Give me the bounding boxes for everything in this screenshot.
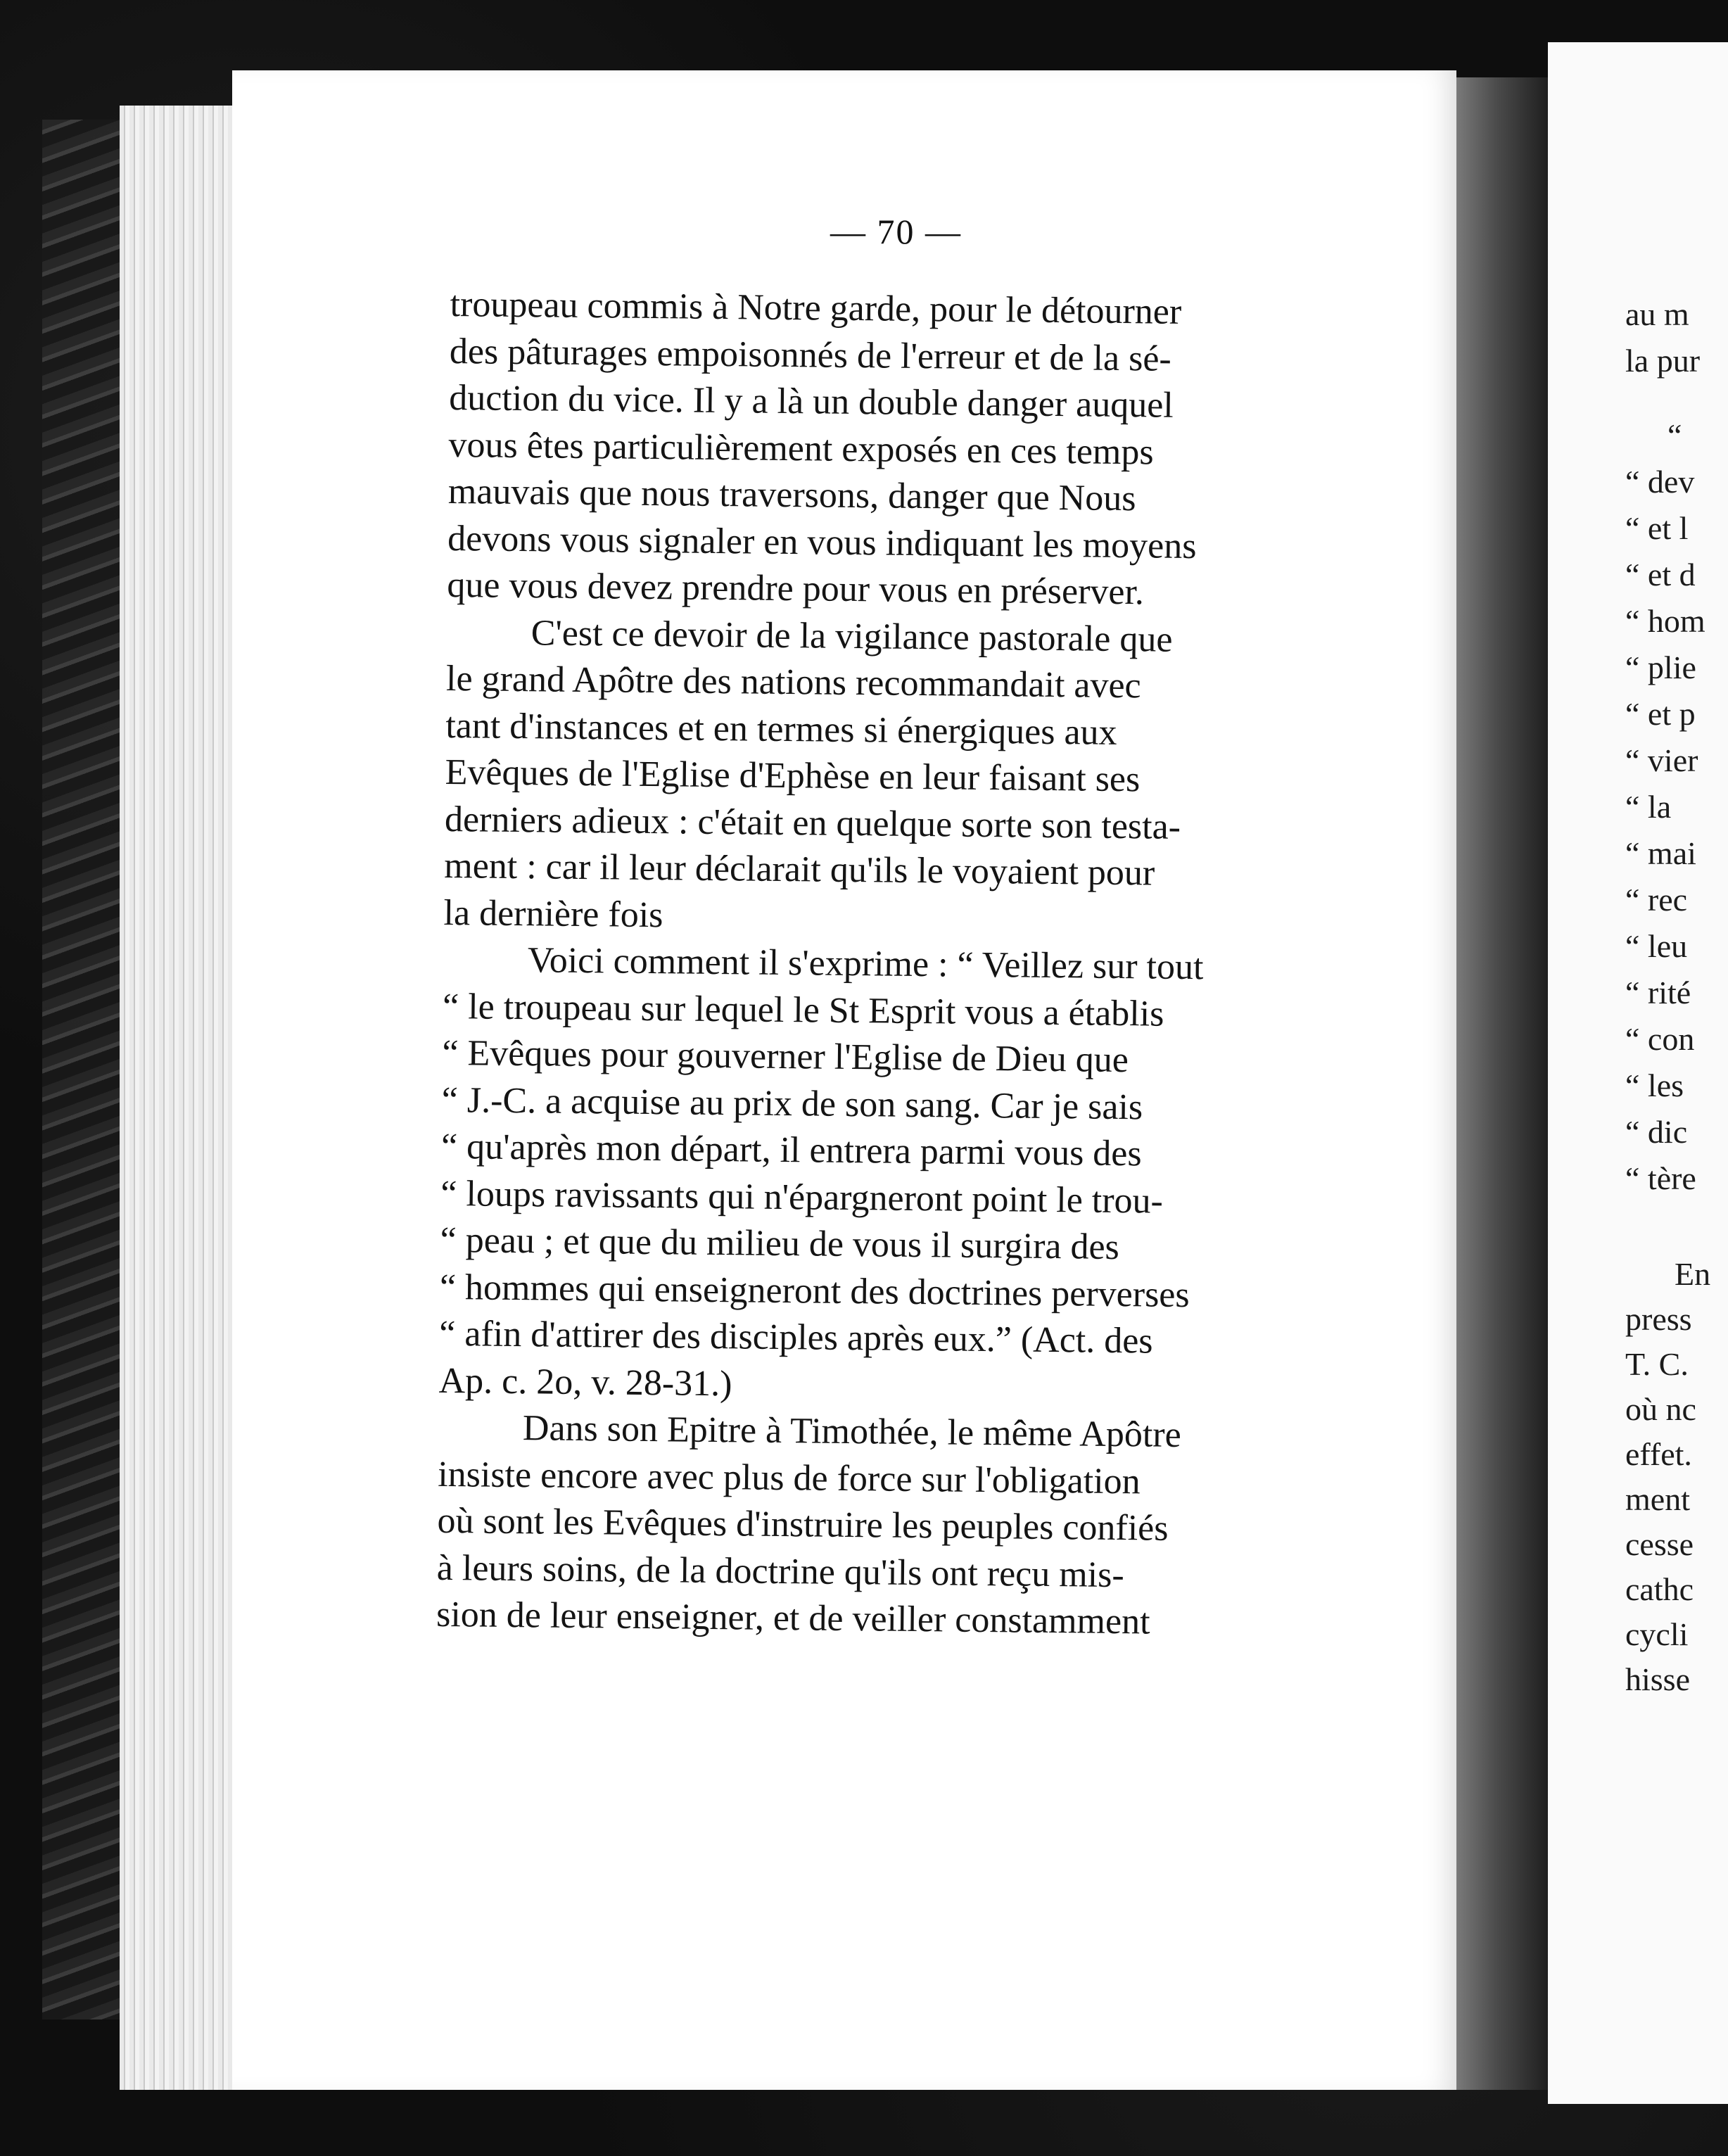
text-line: “ afin d'attirer des disciples après eux.” (Act. des [439,1313,1153,1362]
facing-text-line: “ hom [1625,603,1705,639]
facing-text-line: “ mai [1625,835,1696,871]
text-line: vous êtes particulièrement exposés en ces temps [448,424,1154,472]
text-line: des pâturages empoisonnés de l'erreur et de la sé- [449,331,1172,379]
text-line: “ le troupeau sur lequel le St Esprit vous a établis [442,986,1164,1034]
text-line: “ J.-C. a acquise au prix de son sang. Car je sais [441,1079,1143,1127]
text-line: tant d'instances et en termes si énergiques aux [445,705,1117,753]
marbled-cover-edge [42,120,120,2019]
paragraph [447,281,1372,619]
text-line: “ Evêques pour gouverner l'Eglise de Dieu que [442,1032,1129,1081]
facing-text-line: En [1675,1256,1711,1292]
paragraph [436,1404,1360,1648]
facing-text-line: “ plie [1625,649,1696,685]
facing-text-line: ment [1625,1481,1690,1517]
text-line: ment : car il leur déclarait qu'ils le voyaient pour [444,845,1155,894]
facing-text-line: cycli [1625,1616,1689,1652]
text-line: où sont les Evêques d'instruire les peuples confiés [437,1500,1169,1549]
text-line: Dans son Epitre à Timothée, le même Apôtre [522,1408,1182,1455]
text-line: derniers adieux : c'était en quelque sorte son testa- [444,799,1181,847]
facing-text-line: T. C. [1625,1346,1689,1382]
facing-text-line: où nc [1625,1391,1696,1427]
facing-text-line: “ rec [1625,882,1688,918]
text-line: duction du vice. Il y a là un double danger auquel [448,377,1174,426]
facing-text-line: cathc [1625,1571,1694,1607]
text-line: “ qu'après mon départ, il entrera parmi vous des [440,1126,1142,1174]
text-line: “ hommes qui enseigneront des doctrines perverses [439,1267,1190,1315]
text-line: “ peau ; et que du milieu de vous il surgira des [440,1219,1120,1268]
facing-text-line: “ et d [1625,557,1696,592]
text-line: mauvais que nous traversons, danger que Nous [447,471,1136,519]
text-line: troupeau commis à Notre garde, pour le détourner [450,284,1182,332]
facing-text-line: “ rité [1625,975,1691,1010]
text-line: C'est ce devoir de la vigilance pastorale que [531,612,1173,660]
text-line: insiste encore avec plus de force sur l'obligation [437,1454,1141,1502]
facing-text-line: “ tère [1625,1160,1696,1196]
facing-text-line: “ la [1625,789,1672,825]
facing-page-fragment [1548,42,1728,2104]
text-line: “ loups ravissants qui n'épargneront point le trou- [440,1173,1164,1222]
stacked-page-edges [120,106,232,2090]
text-line: à leurs soins, de la doctrine qu'ils ont reçu mis- [436,1547,1125,1595]
facing-text-line: “ et p [1625,696,1696,732]
page-number: — 70 — [830,212,962,251]
text-line: devons vous signaler en vous indiquant les moyens [447,518,1197,566]
text-line: Voici comment il s'exprime : “ Veillez sur tout [527,940,1204,988]
facing-text-line: “ vier [1625,742,1698,778]
facing-text-line: “ dic [1625,1114,1688,1150]
facing-text-line: “ dev [1625,464,1695,500]
facing-text-line: “ leu [1625,928,1688,964]
text-line: la dernière fois [443,892,663,935]
text-line: sion de leur enseigner, et de veiller constamment [436,1594,1150,1642]
facing-text-line: cesse [1625,1526,1694,1562]
text-line: le grand Apôtre des nations recommandait avec [445,658,1141,706]
text-line: Ap. c. 2o, v. 28-31.) [438,1360,732,1404]
facing-text-line: au m [1625,296,1689,332]
facing-text-line: hisse [1625,1661,1690,1697]
book-gutter-shadow [1456,77,1548,2090]
text-line: que vous devez prendre pour vous en préserver. [447,564,1145,613]
paragraph [443,609,1368,946]
facing-text-line: “ les [1625,1067,1684,1103]
facing-text-line: la pur [1625,343,1701,379]
page-text-block [436,281,1372,1648]
paragraph [438,937,1365,1414]
facing-text-line: “ [1667,417,1682,453]
facing-text-line: press [1625,1301,1692,1337]
facing-text-line: effet. [1625,1436,1692,1472]
facing-text-line: “ et l [1625,510,1689,546]
text-line: Evêques de l'Eglise d'Ephèse en leur faisant ses [445,752,1141,800]
facing-text-line: “ con [1625,1021,1695,1057]
